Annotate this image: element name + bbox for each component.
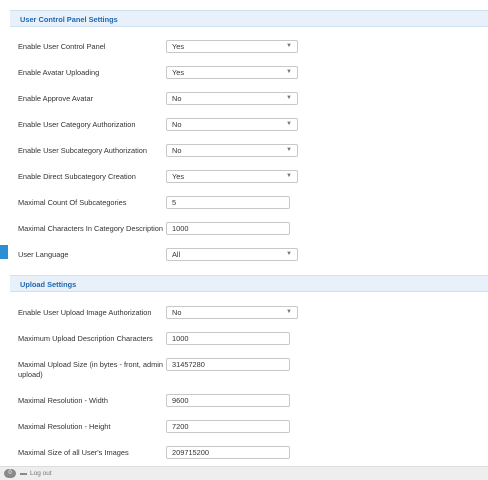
section-header-user-cp (10, 10, 488, 27)
input-max-user-images-size[interactable] (166, 446, 290, 459)
section-header-upload (10, 275, 488, 292)
label-max-user-images-size: Maximal Size of all User's Images (18, 448, 129, 457)
input-max-res-height[interactable] (166, 420, 290, 433)
chevron-down-icon: ▼ (286, 309, 292, 315)
input-max-subcat-count[interactable] (166, 196, 290, 209)
chevron-down-icon: ▼ (286, 121, 292, 127)
count-badge: 0 (4, 469, 16, 478)
select-value: No (172, 146, 182, 155)
chevron-down-icon: ▼ (286, 251, 292, 257)
select-enable-user-subcat-auth[interactable] (166, 144, 298, 157)
section-title: User Control Panel Settings (20, 15, 118, 24)
chevron-down-icon: ▼ (286, 147, 292, 153)
input-value: 9600 (172, 396, 189, 405)
label-max-upload-desc-chars: Maximum Upload Description Characters (18, 334, 153, 343)
select-value: No (172, 94, 182, 103)
chevron-down-icon: ▼ (286, 69, 292, 75)
label-max-cat-desc-chars: Maximal Characters In Category Description (18, 224, 163, 233)
input-max-cat-desc-chars[interactable] (166, 222, 290, 235)
footer-bar (0, 466, 488, 480)
label-max-res-height: Maximal Resolution - Height (18, 422, 111, 431)
input-value: 209715200 (172, 448, 209, 457)
select-value: No (172, 308, 182, 317)
section-title: Upload Settings (20, 280, 77, 289)
select-value: Yes (172, 42, 185, 51)
logout-link[interactable]: Log out (30, 470, 52, 477)
label-enable-user-subcat-auth: Enable User Subcategory Authorization (18, 146, 148, 155)
label-max-res-width: Maximal Resolution - Width (18, 396, 108, 405)
label-enable-upload-img-auth: Enable User Upload Image Authorization (18, 308, 152, 317)
chevron-down-icon: ▼ (286, 43, 292, 49)
select-enable-ucp[interactable] (166, 40, 298, 53)
select-enable-user-cat-auth[interactable] (166, 118, 298, 131)
select-enable-avatar-upload[interactable] (166, 66, 298, 79)
logout-icon[interactable] (20, 473, 27, 475)
select-value: Yes (172, 172, 185, 181)
label-user-language: User Language (18, 250, 69, 259)
side-tab-handle[interactable] (0, 245, 8, 259)
input-value: 1000 (172, 334, 189, 343)
select-value: All (172, 250, 181, 259)
label-max-subcat-count: Maximal Count Of Subcategories (18, 198, 127, 207)
label-enable-user-cat-auth: Enable User Category Authorization (18, 120, 136, 129)
select-value: Yes (172, 68, 185, 77)
label-enable-approve-avatar: Enable Approve Avatar (18, 94, 94, 103)
input-value: 7200 (172, 422, 189, 431)
label-enable-ucp: Enable User Control Panel (18, 42, 106, 51)
select-value: No (172, 120, 182, 129)
select-enable-approve-avatar[interactable] (166, 92, 298, 105)
select-enable-upload-img-auth[interactable] (166, 306, 298, 319)
select-user-language[interactable] (166, 248, 298, 261)
select-enable-direct-subcat[interactable] (166, 170, 298, 183)
input-value: 1000 (172, 224, 189, 233)
input-max-res-width[interactable] (166, 394, 290, 407)
input-max-upload-desc-chars[interactable] (166, 332, 290, 345)
input-value: 31457280 (172, 360, 205, 369)
label-enable-direct-subcat: Enable Direct Subcategory Creation (18, 172, 136, 181)
input-value: 5 (172, 198, 177, 207)
label-max-upload-size: Maximal Upload Size (in bytes - front, admin upload) (18, 360, 163, 379)
chevron-down-icon: ▼ (286, 173, 292, 179)
input-max-upload-size[interactable] (166, 358, 290, 371)
label-enable-avatar-upload: Enable Avatar Uploading (18, 68, 100, 77)
chevron-down-icon: ▼ (286, 95, 292, 101)
